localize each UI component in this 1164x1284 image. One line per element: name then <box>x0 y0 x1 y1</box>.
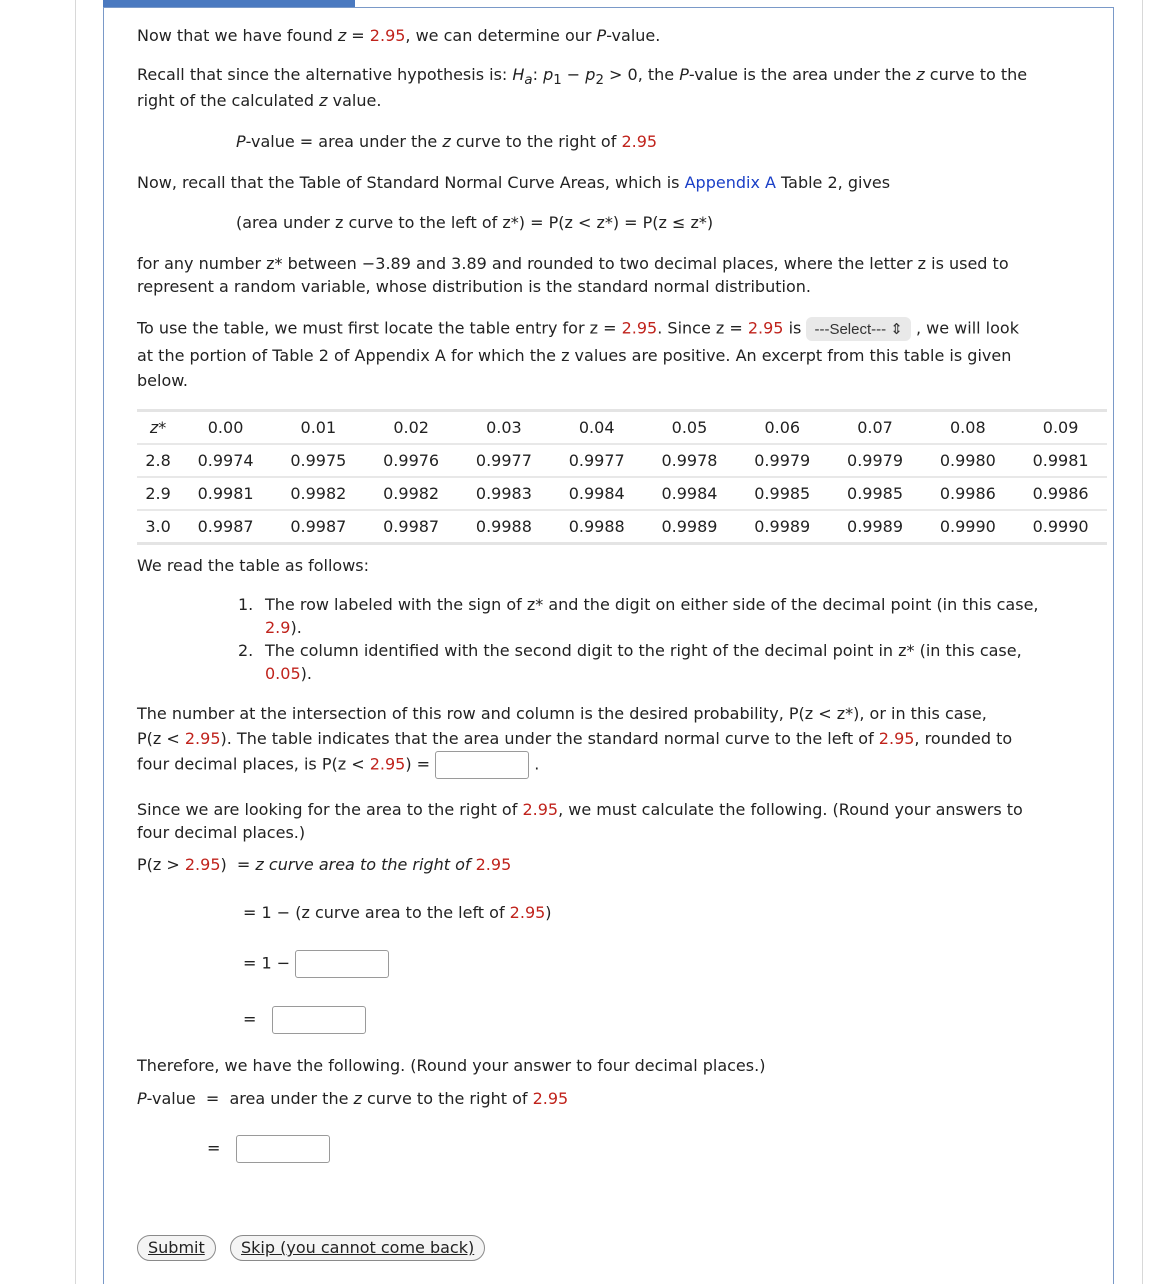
table-cell: 0.9985 <box>754 484 811 503</box>
table-cell: 0.9987 <box>383 517 440 536</box>
table-header-cell: 0.01 <box>300 418 337 437</box>
table-header-cell: 0.06 <box>764 418 801 437</box>
use-table-text: To use the table, we must first locate the table entry for z = 2.95. Since z = 2.95 is ---Select--- ⇕ , we will look <box>137 317 1019 341</box>
table-cell: 0.9976 <box>383 451 440 470</box>
table-formula: (area under z curve to the left of z*) = P(z < z*) = P(z ≤ z*) <box>236 213 714 232</box>
sign-select[interactable]: ---Select--- ⇕ <box>806 317 910 341</box>
table-header-cell: 0.03 <box>486 418 522 437</box>
table-cell: 0.9989 <box>661 517 718 536</box>
table-cell: 0.9989 <box>847 517 904 536</box>
table-cell: 0.9979 <box>754 451 811 470</box>
for-any-text-2: represent a random variable, whose distribution is the standard normal distribution. <box>137 277 811 296</box>
z-table <box>137 409 1107 545</box>
table-header-row <box>137 411 1107 445</box>
table-row <box>137 444 1107 477</box>
table-cell: 3.0 <box>145 517 171 536</box>
table-header-cell: z* <box>149 418 167 437</box>
step-2-text: The column identified with the second digit to the right of the decimal point in z* (in this case, <box>265 641 1022 660</box>
calc-line-1: P(z > 2.95) = z curve area to the right of 2.95 <box>137 855 512 874</box>
table-cell: 0.9981 <box>197 484 254 503</box>
intersection-text-1: The number at the intersection of this row and column is the desired probability, P(z < z*), or in this case, <box>137 704 987 723</box>
recall-text-2: right of the calculated z value. <box>137 91 382 110</box>
chevron-updown-icon: ⇕ <box>890 321 903 338</box>
table-cell: 0.9980 <box>939 451 996 470</box>
page-rule-right <box>1142 0 1143 1284</box>
table-cell: 0.9990 <box>939 517 996 536</box>
table-header-cell: 0.04 <box>578 418 615 437</box>
table-cell: 0.9988 <box>475 517 532 536</box>
table-cell: 0.9977 <box>568 451 625 470</box>
use-table-text-2: at the portion of Table 2 of Appendix A for which the z values are positive. An excerpt from this table is given <box>137 346 1012 365</box>
since-text-1: Since we are looking for the area to the right of 2.95, we must calculate the following. (Round your answers to <box>137 800 1023 819</box>
step-2-number: 2. <box>238 641 254 660</box>
table-cell: 0.9986 <box>1032 484 1089 503</box>
table-cell: 2.9 <box>145 484 171 503</box>
step-1-number: 1. <box>238 595 254 614</box>
left-area-repeat-input[interactable] <box>295 950 389 978</box>
calc-line-2: = 1 − (z curve area to the left of 2.95) <box>243 903 552 922</box>
table-header-cell: 0.09 <box>1042 418 1079 437</box>
table-cell: 0.9979 <box>847 451 904 470</box>
calc-line-4: = <box>243 1006 366 1034</box>
page-rule-left <box>75 0 76 1284</box>
table-cell: 0.9978 <box>661 451 718 470</box>
table-header-cell: 0.00 <box>207 418 244 437</box>
use-table-text-3: below. <box>137 371 188 390</box>
pvalue-definition: P-value = area under the z curve to the right of 2.95 <box>236 132 658 151</box>
step-1-text: The row labeled with the sign of z* and the digit on either side of the decimal point (in this case, <box>265 595 1039 614</box>
table-cell: 0.9977 <box>475 451 532 470</box>
table-cell: 0.9987 <box>290 517 347 536</box>
table-header-cell: 0.08 <box>950 418 986 437</box>
skip-button[interactable]: Skip (you cannot come back) <box>230 1235 485 1261</box>
read-table-text: We read the table as follows: <box>137 556 370 575</box>
table-cell: 0.9983 <box>475 484 532 503</box>
table-cell: 0.9982 <box>290 484 347 503</box>
table-cell: 0.9974 <box>197 451 254 470</box>
table-cell: 0.9984 <box>568 484 625 503</box>
table-cell: 0.9985 <box>847 484 904 503</box>
recall-text: Recall that since the alternative hypothesis is: $H_a$: $p_1 - p_2 > 0$, the P-value is the area under the z curve to the <box>137 65 1028 89</box>
table-cell: 0.9989 <box>754 517 811 536</box>
recall-table-text: Now, recall that the Table of Standard Normal Curve Areas, which is Appendix A Table 2, gives <box>137 173 891 192</box>
intro-text: Now that we have found z = 2.95, we can determine our P-value. <box>137 26 661 45</box>
submit-button[interactable]: Submit <box>137 1235 216 1261</box>
table-header-cell: 0.07 <box>857 418 893 437</box>
intersection-text-2: P(z < 2.95). The table indicates that the area under the standard normal curve to the left of 2.95, rounded to <box>137 729 1013 748</box>
right-area-input[interactable] <box>272 1006 366 1034</box>
therefore-text: Therefore, we have the following. (Round your answer to four decimal places.) <box>137 1056 766 1075</box>
table-cell: 0.9981 <box>1032 451 1089 470</box>
table-cell: 0.9975 <box>290 451 347 470</box>
table-row <box>137 477 1107 510</box>
for-any-text-1: for any number z* between −3.89 and 3.89 and rounded to two decimal places, where the letter z is used to <box>137 254 1009 273</box>
appendix-a-link[interactable]: Appendix A <box>684 173 776 192</box>
step-2-value: 0.05). <box>265 664 312 683</box>
table-cell: 0.9987 <box>197 517 254 536</box>
pvalue-input[interactable] <box>236 1135 330 1163</box>
step-1-value: 2.9). <box>265 618 302 637</box>
final-pvalue-line: P-value = area under the z curve to the right of 2.95 <box>137 1089 569 1108</box>
table-header-cell: 0.02 <box>393 418 429 437</box>
table-row <box>137 510 1107 544</box>
final-answer-line: = <box>207 1135 330 1163</box>
table-header-cell: 0.05 <box>671 418 708 437</box>
table-cell: 0.9986 <box>939 484 996 503</box>
table-cell: 0.9990 <box>1032 517 1089 536</box>
calc-line-3: = 1 − <box>243 950 389 978</box>
table-cell: 0.9988 <box>568 517 625 536</box>
table-cell: 2.8 <box>145 451 171 470</box>
table-cell: 0.9984 <box>661 484 718 503</box>
intersection-text-3: four decimal places, is P(z < 2.95) = . <box>137 751 539 779</box>
since-text-2: four decimal places.) <box>137 823 306 842</box>
left-area-input[interactable] <box>435 751 529 779</box>
table-cell: 0.9982 <box>383 484 440 503</box>
